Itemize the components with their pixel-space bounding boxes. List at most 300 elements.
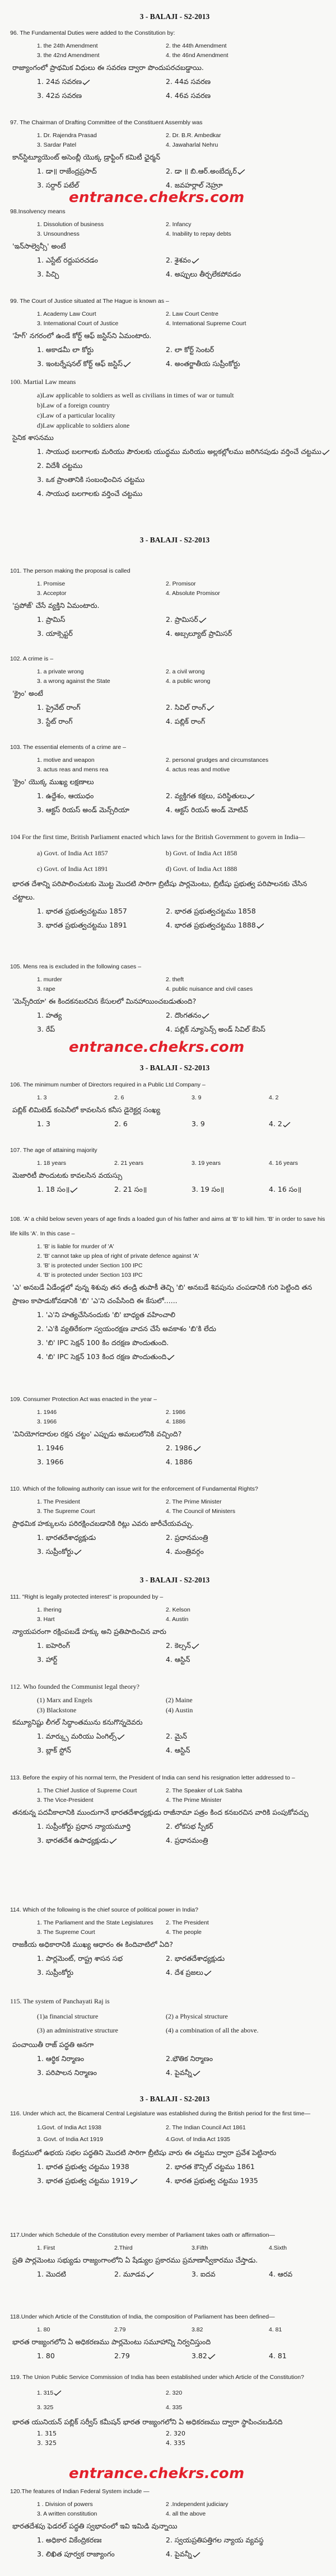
option-text: 1. భారత ప్రభుత్వ చట్టము 1938	[37, 2162, 129, 2171]
option-text: 3. International Court of Justice	[37, 320, 119, 327]
option-text: 2. The President	[166, 1919, 209, 1926]
option-text: 2. ప్రామిసర్	[166, 615, 198, 624]
option-item	[37, 220, 166, 230]
option-item	[166, 2386, 330, 2400]
option-text: 4. దేశ ప్రజలు	[166, 1968, 203, 1977]
option-item	[166, 51, 330, 60]
question-block	[10, 2370, 330, 2448]
option-text: 4. అంతర్జాతీయ సుప్రీంకోర్టు	[166, 359, 240, 368]
telugu-option-list	[10, 1008, 330, 1036]
option-text: 2. The Prime Minister	[166, 1498, 222, 1505]
option-text: 1. Ihering	[37, 1607, 62, 1613]
option-item	[37, 420, 330, 430]
option-text: 1. ప్రామిస్	[37, 615, 66, 624]
option-text: 2.Third	[114, 2245, 133, 2251]
option-text: 2. 21 years	[114, 1160, 143, 1167]
check-mark-icon	[207, 705, 214, 711]
option-item	[37, 2325, 114, 2335]
option-text: 1. The President	[37, 1498, 80, 1505]
telugu-option-list	[10, 1117, 330, 1131]
telugu-option-list	[10, 612, 330, 640]
option-text: 1. 80	[37, 2326, 50, 2333]
page-header: 3 - BALAJI - S2-2013	[139, 2095, 210, 2103]
option-list	[10, 1159, 330, 1168]
option-text: 2. కెల్సన్	[166, 1641, 191, 1650]
option-text: 1. motive and weapon	[37, 757, 95, 764]
telugu-option-item	[37, 472, 330, 486]
option-text: 4. ఆరవ	[269, 2270, 293, 2278]
option-text: 4. జవహర్లాల్ నెహ్రూ	[166, 181, 223, 189]
telugu-option-item	[37, 74, 166, 88]
option-text: 1. హత్య	[37, 1011, 62, 1019]
telugu-option-item	[166, 2533, 330, 2547]
option-list	[10, 390, 330, 430]
option-text: 4. పబ్లిక్ రాంగ్	[166, 717, 206, 725]
option-text: 4. Austin	[166, 1616, 189, 1623]
option-text: 2. వ్యక్తిగత కక్షలు, పరిస్థితులు	[166, 791, 247, 800]
option-text: 4. భారత ప్రభుత్వ చట్టము 1935	[166, 2176, 258, 2185]
telugu-option-item	[166, 1652, 330, 1666]
option-text: 2. భారత ప్రభుత్వచట్టము 1858	[166, 907, 256, 915]
telugu-option-item	[166, 2547, 330, 2561]
page-header: 3 - BALAJI - S2-2013	[139, 1064, 210, 1072]
telugu-option-item	[37, 789, 166, 803]
option-text: (2) Maine	[166, 1696, 193, 1704]
option-text: 2. 'B' cannot take up plea of right of private defence against 'A'	[37, 1253, 199, 1259]
question-block	[10, 1903, 330, 1979]
option-text: 1. the 24th Amendment	[37, 43, 98, 49]
telugu-option-item	[166, 1455, 330, 1469]
telugu-option-item	[166, 357, 330, 371]
option-item	[37, 1705, 166, 1715]
option-text: 2. theft	[166, 976, 184, 983]
option-text: 3. 1966	[37, 1458, 64, 1466]
telugu-option-item	[37, 714, 166, 728]
telugu-option-item	[192, 2267, 269, 2281]
option-item	[166, 1928, 330, 1937]
option-text: 3. rape	[37, 986, 55, 992]
telugu-question-stem: భారతదేశపు ఫెడరల్ పద్ధతి స్వభావంలో ఇవి ఇమిడి వున్నాయి	[12, 2522, 178, 2530]
option-text: 4. ఆస్టిన్	[166, 1655, 190, 1664]
option-text: 1. 'B' is liable for murder of 'A'	[37, 1243, 114, 1250]
option-item	[37, 2122, 166, 2134]
option-text: 4. 16 years	[269, 1160, 298, 1167]
option-list	[10, 1408, 330, 1427]
telugu-option-list	[10, 789, 330, 817]
question-block	[10, 1078, 330, 1131]
option-text: 2. a civil wrong	[166, 668, 205, 675]
telugu-option-item	[37, 1951, 166, 1965]
telugu-question-stem: మెజారిటీ పొందుటకు కావలసిన వయస్సు	[12, 1171, 123, 1179]
telugu-option-item	[166, 178, 330, 192]
option-text: (3) an administrative structure	[37, 2026, 118, 2034]
telugu-option-item	[269, 2267, 330, 2281]
telugu-question-stem: పబ్లిక్ లిమిటెడ్ కంపెనీలో కావలసిన కనీస డైరెక్టర్ల సంఖ్య	[12, 1106, 161, 1114]
option-text: 3. ఒక ప్రాంతానికి సంబంధించిన చట్టము	[37, 475, 145, 484]
option-text: 4. ఆస్టిన్	[166, 1746, 190, 1754]
option-text: 3. 42వ సవరణ	[37, 91, 82, 100]
telugu-option-item	[192, 1182, 269, 1196]
option-item	[166, 1408, 330, 1417]
telugu-option-list	[10, 1530, 330, 1558]
option-item	[37, 410, 330, 420]
question-block	[10, 2106, 330, 2188]
option-item	[37, 1497, 166, 1507]
option-text: 2. 6	[114, 1094, 124, 1101]
telugu-option-item	[37, 444, 330, 458]
telugu-option-item	[37, 1117, 114, 1131]
telugu-option-item	[37, 1729, 166, 1743]
option-item	[269, 1159, 330, 1168]
option-text: 1. భారతదేశాధ్యక్షుడు	[37, 1533, 96, 1542]
option-text: 1. సాయుధ బలగాలకు మరియు పౌరులకు యుద్ధము మరియు అల్లకల్లోలము జరిగినపుడు వర్తించే చట్టము	[37, 447, 321, 456]
option-text: 3. The Supreme Court	[37, 1929, 95, 1936]
question-stem: 100. Martial Law means	[10, 378, 76, 386]
check-mark-icon	[192, 258, 199, 264]
option-list	[10, 845, 330, 877]
question-block	[10, 2228, 330, 2281]
telugu-option-item	[269, 1182, 330, 1196]
option-text: 4. actus reas and motive	[166, 766, 230, 773]
option-item	[166, 41, 330, 51]
telugu-question-stem: 'ప్రపోజ్' చేసే వ్యక్తిని ఏమంటారు.	[12, 601, 100, 610]
option-text: 1. 18 సం॥	[37, 1185, 70, 1193]
option-item	[166, 140, 330, 150]
telugu-question-stem: 'మెన్స్‌రియా' ఈ కిందకనబరచిన కేసులలో మినహాయించబడుతుంది?	[12, 997, 197, 1005]
option-text: 4. పైవన్నీ	[166, 2068, 192, 2077]
option-item	[37, 1928, 166, 1937]
option-item	[37, 319, 166, 329]
option-text: 3. సుప్రీంకోర్టు	[37, 1547, 74, 1556]
telugu-option-list	[10, 1308, 330, 1364]
option-text: 1. Academy Law Court	[37, 311, 96, 317]
option-text: 1.Govt. of India Act 1938	[37, 2124, 101, 2131]
question-stem: 113. Before the expiry of his normal term, the President of India can send his resignation letter addressed to –	[10, 1774, 295, 1781]
check-mark-icon	[167, 1355, 175, 1360]
option-text: 4. Jawaharlal Nehru	[166, 142, 218, 148]
option-item	[37, 2386, 166, 2400]
telugu-option-item	[166, 2174, 330, 2188]
option-text: 3. a wrong against the State	[37, 678, 110, 685]
telugu-option-item	[37, 343, 166, 357]
option-item	[166, 2509, 330, 2519]
question-stem: 106. The minimum number of Directors required in a Public Ltd Company –	[10, 1081, 206, 1088]
option-text: 2. Dr. B.R. Ambedkar	[166, 132, 221, 139]
option-item	[166, 1786, 330, 1796]
option-text: 2. Promisor	[166, 580, 196, 587]
telugu-option-item	[37, 904, 166, 918]
option-text: 2. Kelson	[166, 1607, 190, 1613]
option-text: 1. 1946	[37, 1409, 57, 1416]
option-item	[37, 1615, 166, 1624]
option-text: 3. the 42nd Amendment	[37, 52, 100, 59]
page-header: 3 - BALAJI - S2-2013	[139, 536, 210, 544]
watermark-text: entrance.chekrs.com	[69, 1039, 245, 1056]
option-list	[10, 2500, 330, 2519]
option-item	[166, 230, 330, 239]
option-text: 3. ఐదవ	[192, 2270, 216, 2278]
telugu-option-item	[37, 1743, 166, 1757]
telugu-option-item	[37, 2547, 166, 2561]
telugu-question-stem: కేంద్రములో ఉభయ సభల పద్ధతిని మొదటి సారిగా బ్రీటిషు వారు ఈ చట్టము ద్వారా ప్రవేశ పెట్టినారు	[12, 2148, 277, 2157]
option-text: 1. ఐహెరింగ్	[37, 1641, 70, 1650]
option-item	[37, 1695, 166, 1705]
option-text: 3. యాక్సెప్టర్	[37, 629, 73, 638]
page-header: 3 - BALAJI - S2-2013	[139, 12, 210, 21]
option-list	[10, 131, 330, 150]
telugu-option-item	[166, 253, 330, 267]
option-item	[37, 1417, 166, 1427]
telugu-option-item	[166, 918, 330, 932]
telugu-question-stem: కమ్యూనిష్టు లీగల్ సిద్ధాంతమును కనుగొన్నదెవరు	[12, 1718, 143, 1726]
telugu-option-item	[37, 1308, 330, 1322]
option-text: 2.79	[114, 2352, 130, 2360]
telugu-question-stem: 'క్రైం' అంటే	[12, 689, 43, 697]
option-text: 2. personal grudges and circumstances	[166, 757, 269, 764]
question-stem: 109. Consumer Protection Act was enacted in the year –	[10, 1396, 157, 1403]
option-text: 3. Acceptor	[37, 590, 67, 597]
option-item	[166, 1497, 330, 1507]
option-text: 4. a public wrong	[166, 678, 211, 685]
option-text: 4. 2	[269, 1094, 279, 1101]
telugu-option-item	[166, 2160, 330, 2174]
option-item	[37, 1271, 330, 1280]
option-text: 1. Dr. Rajendra Prasad	[37, 132, 97, 139]
question-block	[10, 2310, 330, 2363]
telugu-option-item	[37, 1022, 166, 1036]
option-text: 2 .Independent judiciary	[166, 2501, 228, 2508]
telugu-option-item	[37, 253, 166, 267]
option-text: 4. భారత ప్రభుత్వచట్టము 1888	[166, 921, 256, 929]
telugu-option-item	[166, 1638, 330, 1652]
question-stem: 120.The features of Indian Federal System include —	[10, 2488, 150, 2495]
option-item	[192, 1093, 269, 1103]
telugu-option-item	[37, 1638, 166, 1652]
option-list	[10, 2010, 330, 2038]
option-item	[37, 677, 166, 686]
question-stem: 118.Under which Article of the Constitution of India, the composition of Parliament has been defined—	[10, 2313, 275, 2320]
option-list	[10, 1605, 330, 1624]
telugu-question-stem: రాజ్యాంగంలో ప్రాథమిక విధులు ఈ సవరణ ద్వారా పొందుపరచబడ్డాయి.	[12, 63, 204, 72]
question-block	[10, 1679, 330, 1757]
option-item	[166, 756, 330, 765]
check-mark-icon	[82, 79, 90, 85]
option-text: 1. 24వ సవరణ	[37, 77, 82, 86]
telugu-option-item	[37, 612, 166, 626]
question-block	[10, 26, 330, 102]
option-item	[37, 41, 166, 51]
telugu-option-list	[10, 2349, 330, 2363]
question-block	[10, 1994, 330, 2079]
telugu-option-item	[37, 2160, 166, 2174]
telugu-option-list	[10, 1182, 330, 1196]
telugu-question-stem: పంచాయితీ రాజ్ పద్ధతి అనగా	[12, 2040, 94, 2049]
option-item	[37, 845, 166, 861]
option-text: 2. డా ॥ బి.ఆర్.అంబేద్కర్	[166, 167, 237, 175]
option-item	[269, 2244, 330, 2253]
option-text: 3.Fifth	[192, 2245, 208, 2251]
option-item	[37, 1093, 114, 1103]
option-text: 2. లోకసభ స్పీకర్	[166, 1822, 213, 1830]
option-text: 2. 6	[114, 1120, 128, 1128]
check-mark-icon	[193, 2071, 200, 2076]
option-text: 3.82	[192, 2352, 207, 2360]
option-text: 4. 46వ సవరణ	[166, 91, 211, 100]
telugu-option-item	[166, 700, 330, 714]
option-text: 1. a private wrong	[37, 668, 84, 675]
option-text: 3. ఇంటర్నేషనల్ కోర్ట్ ఆఫ్ జస్టిస్	[37, 359, 123, 368]
option-text: (3) Blackstone	[37, 1706, 77, 1714]
option-item	[114, 1159, 192, 1168]
check-mark-icon	[117, 1734, 125, 1740]
telugu-question-stem: రాజకీయ అధికారానికి ముఖ్య ఆధారం ఈ కిందివాటిలో ఏది?	[12, 1940, 173, 1949]
check-mark-icon	[109, 1838, 117, 1844]
option-text: (4) Austin	[166, 1706, 193, 1714]
question-block	[10, 294, 330, 371]
option-text: 3. హార్ట్	[37, 1655, 58, 1664]
option-text: 2.భౌతిక నిర్మాణం	[166, 2054, 213, 2063]
telugu-option-item	[166, 1951, 330, 1965]
option-item	[37, 131, 166, 140]
option-text: a) Govt. of India Act 1857	[37, 849, 108, 857]
option-item	[166, 1507, 330, 1516]
option-list	[10, 1695, 330, 1715]
option-text: 1. మొదటి	[37, 2270, 66, 2278]
telugu-option-item	[166, 2429, 330, 2438]
telugu-option-item	[37, 2066, 166, 2079]
option-text: 4. ఆక్టస్ రియస్ అండ్ మోటివ్	[166, 805, 248, 814]
telugu-question-stem: తనకున్న పదవీకాలానికి ముందుగానే భారతదేశాధ్యక్షుడు రాజీనామా పత్రం కింద కనబరచిన వారికి పంపుకోవచ్చు	[12, 1808, 309, 1816]
telugu-option-item	[37, 1322, 330, 1336]
telugu-option-item	[37, 486, 330, 500]
question-stem: 96. The Fundamental Duties were added to the Constitution by:	[10, 30, 175, 36]
telugu-option-item	[37, 1336, 330, 1350]
option-text: 4. Absolute Promisor	[166, 590, 220, 597]
option-text: 1. ఎస్టేట్ రద్దుపరచడం	[37, 256, 98, 264]
telugu-option-item	[37, 178, 166, 192]
option-list	[10, 1786, 330, 1805]
option-text: 2.79	[114, 2326, 126, 2333]
watermark-text: entrance.chekrs.com	[69, 189, 245, 206]
telugu-option-item	[37, 1819, 166, 1833]
question-stem: 104 For the first time, British Parliament enacted which laws for the British Government to govern in India—	[10, 833, 305, 841]
option-text: 4. The Council of Ministers	[166, 1508, 236, 1515]
telugu-option-list	[10, 253, 330, 281]
question-stem: 114. Which of the following is the chief source of political power in India?	[10, 1907, 198, 1913]
option-text: b)Law of a foreign country	[37, 401, 110, 409]
telugu-option-item	[166, 1441, 330, 1455]
option-list	[10, 1093, 330, 1103]
option-item	[166, 131, 330, 140]
telugu-option-item	[37, 88, 166, 102]
question-stem: 107. The age of attaining majority	[10, 1147, 97, 1154]
option-text: 2. భారత కౌన్సిల్ చట్టము 1861	[166, 2162, 255, 2171]
option-list	[10, 2325, 330, 2335]
check-mark-icon	[202, 1013, 209, 1019]
question-block	[10, 959, 330, 1036]
telugu-option-item	[37, 2349, 114, 2363]
option-text: 2. లా కోర్ట్ సెంటర్	[166, 345, 214, 354]
telugu-question-stem: భారత యునియన్ పబ్లిక్ సర్వీస్ కమీషన్ భారత రాజ్యంగలోని ఏ అధికరణము ద్వారా స్థాపించబడినది	[12, 2418, 283, 2426]
option-text: 1. పార్లమెంట్, రాష్ట్ర శాసన సభ	[37, 1954, 123, 1963]
option-text: 1 . Division of powers	[37, 2501, 93, 2508]
telugu-option-item	[114, 2349, 192, 2363]
option-item	[37, 1786, 166, 1796]
telugu-question-stem: కాన్‌స్టిట్యూయెంట్ అసెంబ్లీ యొక్క డ్రాఫ్టింగ్ కమిటీ ఛైర్మన్	[12, 153, 161, 161]
option-text: 3. actus reas and mens rea	[37, 766, 109, 773]
option-text: 4. 335	[166, 2439, 185, 2447]
question-stem: 103. The essential elements of a crime are –	[10, 744, 127, 751]
option-text: 3. Sardar Patel	[37, 142, 77, 148]
option-list	[10, 1497, 330, 1516]
option-item	[37, 2500, 166, 2509]
option-item	[166, 975, 330, 985]
question-block	[10, 1590, 330, 1666]
telugu-option-item	[166, 267, 330, 281]
question-stem: 110. Which of the following authority can issue writ for the enforcement of Fundamental Rights?	[10, 1486, 258, 1492]
option-text: 4. 1886	[166, 1458, 193, 1466]
telugu-option-item	[166, 1022, 330, 1036]
option-text: 2. శైశవం	[166, 256, 191, 264]
option-list	[10, 41, 330, 60]
check-mark-icon	[74, 1549, 82, 1555]
telugu-option-item	[166, 714, 330, 728]
option-text: 2. మైన్	[166, 1732, 187, 1740]
check-mark-icon	[70, 1187, 78, 1193]
option-text: 2. The Speaker of Lok Sabha	[166, 1787, 242, 1794]
option-item	[114, 2244, 192, 2253]
option-item	[37, 230, 166, 239]
option-list	[10, 667, 330, 686]
option-text: 3. Govt. of India Act 1919	[37, 2136, 103, 2143]
telugu-option-item	[37, 626, 166, 640]
question-block	[10, 1771, 330, 1847]
telugu-option-item	[37, 2174, 166, 2188]
option-item	[37, 2010, 166, 2024]
telugu-option-item	[166, 88, 330, 102]
telugu-option-item	[114, 1182, 192, 1196]
option-text: 1. 315	[37, 2430, 57, 2437]
question-block	[10, 115, 330, 192]
option-text: 2. భారతదేశాధ్యక్షుడు	[166, 1954, 225, 1963]
question-block	[10, 2484, 330, 2561]
option-item	[166, 1695, 330, 1705]
telugu-option-item	[37, 458, 330, 472]
option-text: 3. భారత ప్రభుత్వచట్టము 1891	[37, 921, 127, 929]
option-item	[166, 2024, 330, 2038]
option-item	[37, 2244, 114, 2253]
option-item	[37, 1242, 330, 1252]
option-text: 3. పిచ్చి	[37, 270, 59, 278]
option-text: 4. The people	[166, 1929, 202, 1936]
option-item	[114, 1093, 192, 1103]
telugu-option-item	[37, 1544, 166, 1558]
option-text: 2. 1986	[166, 1409, 186, 1416]
watermark-text: entrance.chekrs.com	[69, 2465, 245, 2482]
option-text: 2. The Indian Council Act 1861	[166, 2124, 246, 2131]
telugu-option-item	[37, 1530, 166, 1544]
option-item	[37, 579, 166, 589]
telugu-option-item	[37, 1350, 330, 1364]
option-item	[166, 2010, 330, 2024]
check-mark-icon	[247, 794, 255, 799]
option-item	[166, 220, 330, 230]
check-mark-icon	[204, 1970, 212, 1976]
check-mark-icon	[208, 2354, 216, 2359]
check-mark-icon	[193, 1446, 201, 1451]
option-item	[37, 1408, 166, 1417]
telugu-option-item	[166, 789, 330, 803]
